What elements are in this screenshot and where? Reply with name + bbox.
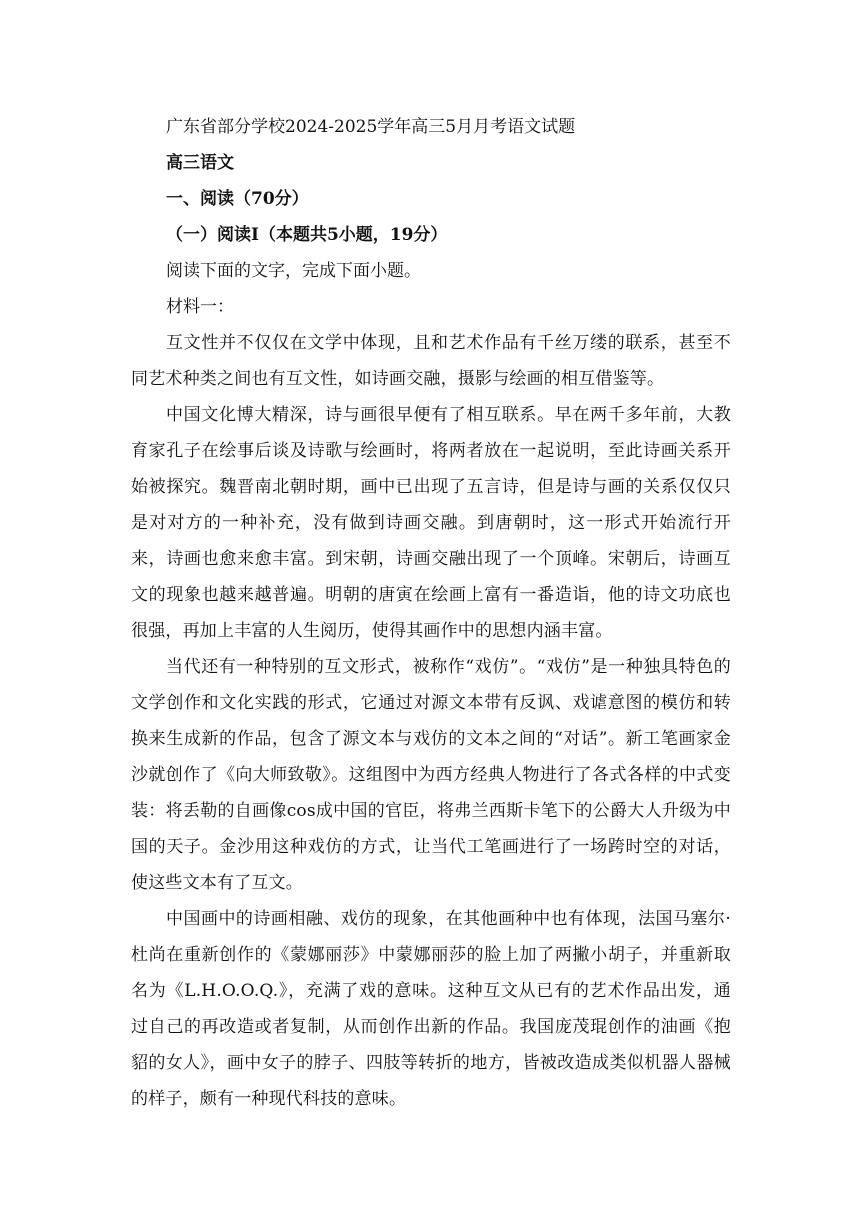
section-heading: 一、阅读（70分）: [166, 189, 309, 209]
subject-label: 高三语文: [166, 153, 234, 173]
paragraph-2: 中国文化博大精深，诗与画很早便有了相互联系。早在两千多年前，大教育家孔子在绘事后谈及诗歌与绘画时，将两者放在一起说明，至此诗画关系开始被探究。魏晋南北朝时期，画中已出现了五言诗，但是诗与画的关系仅仅只是对对方的一种补充，没有做到诗画交融。到唐朝时，这一形式开始流行开来，诗画也愈来愈丰富。到宋朝，诗画交融出现了一个顶峰。宋朝后，诗画互文的现象也越来越普遍。明朝的唐寅在绘画上富有一番造诣，他的诗文功底也很强，再加上丰富的人生阅历，使得其画作中的思想内涵丰富。: [131, 405, 731, 641]
paragraph-3: 当代还有一种特别的互文形式，被称作“戏仿”。“戏仿”是一种独具特色的文学创作和文化实践的形式，它通过对源文本带有反讽、戏谑意图的模仿和转换来生成新的作品，包含了源文本与戏仿的文本之间的“对话”。新工笔画家金沙就创作了《向大师致敬》。这组图中为西方经典人物进行了各式各样的中式变装：将丢勒的自画像cos成中国的官臣，将弗兰西斯卡笔下的公爵大人升级为中国的天子。金沙用这种戏仿的方式，让当代工笔画进行了一场跨时空的对话，使这些文本有了互文。: [131, 657, 731, 893]
document-title: 广东省部分学校2024-2025学年高三5月月考语文试题: [166, 117, 576, 137]
subsection-heading: （一）阅读Ⅰ（本题共5小题，19分）: [166, 225, 448, 245]
paragraph-4: 中国画中的诗画相融、戏仿的现象，在其他画种中也有体现，法国马塞尔·杜尚在重新创作的《蒙娜丽莎》中蒙娜丽莎的脸上加了两撇小胡子，并重新取名为《L.H.O.O.Q.》，充满了戏的意味。这种互文从已有的艺术作品出发，通过自己的再改造或者复制，从而创作出新的作品。我国庞茂琨创作的油画《抱貂的女人》，画中女子的脖子、四肢等转折的地方，皆被改造成类似机器人器械的样子，颇有一种现代科技的意味。: [131, 909, 731, 1109]
paragraph-1: 互文性并不仅仅在文学中体现，且和艺术作品有千丝万缕的联系，甚至不同艺术种类之间也有互文性，如诗画交融，摄影与绘画的相互借鉴等。: [131, 333, 731, 389]
material-label: 材料一：: [166, 297, 234, 317]
document-content: [131, 109, 731, 1117]
reading-instruction: 阅读下面的文字，完成下面小题。: [166, 261, 421, 281]
